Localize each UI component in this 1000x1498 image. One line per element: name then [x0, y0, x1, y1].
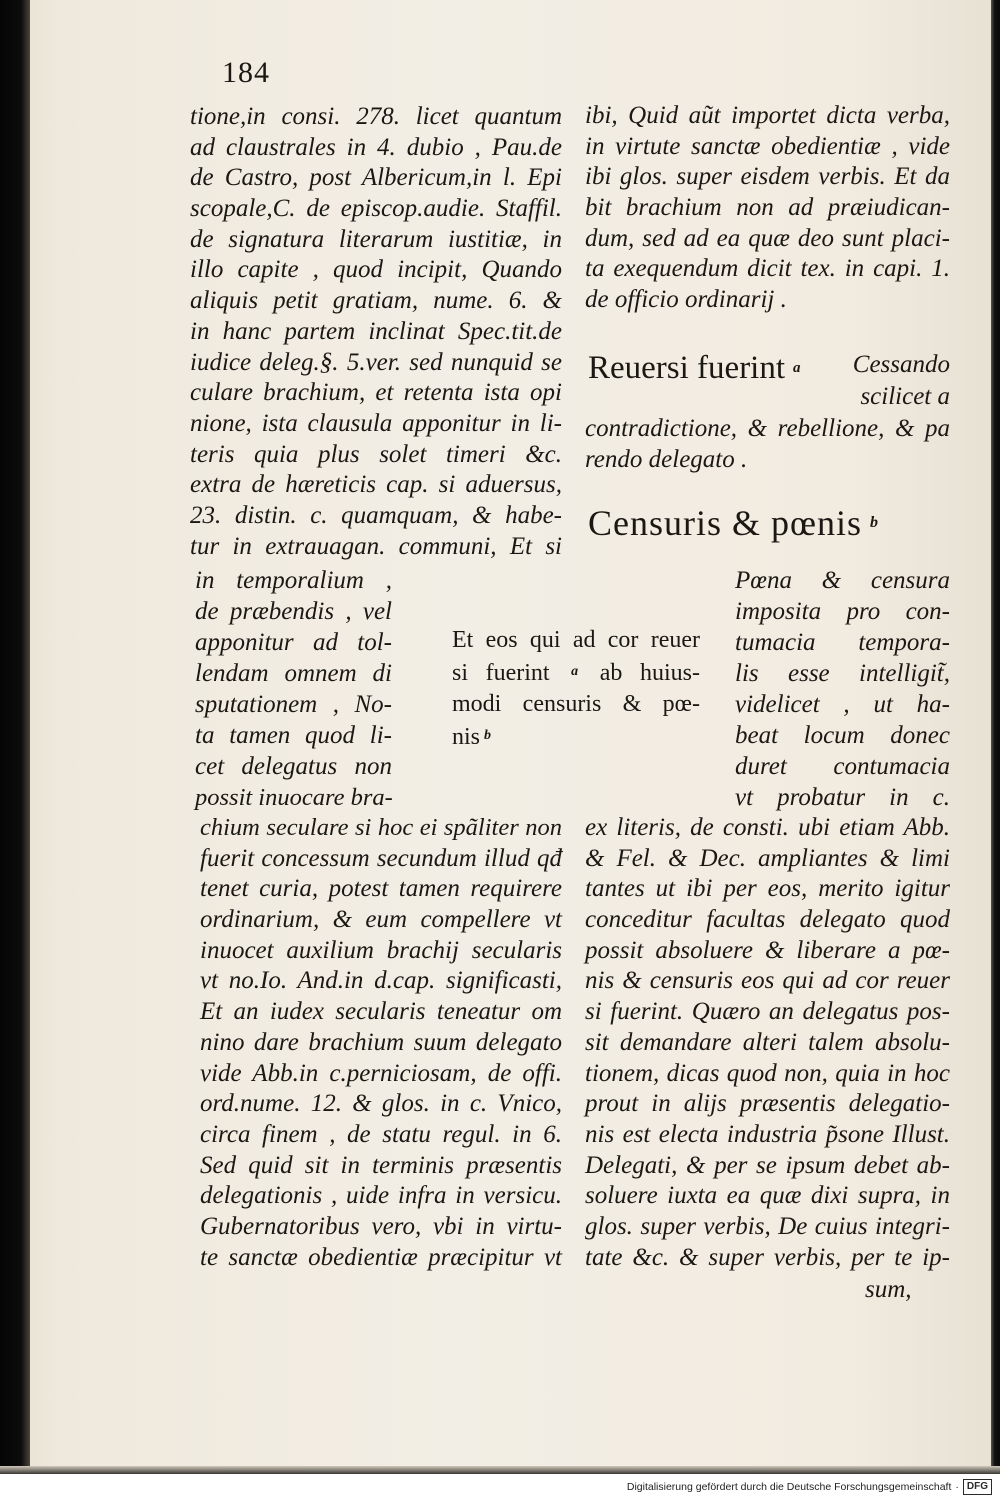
- footer-credit: Digitalisierung gefördert durch die Deutsche Forschungsgemeinschaft: [626, 1480, 952, 1493]
- footer-credit-row: [627, 1478, 992, 1495]
- text-line: si fuerint. Quæro an delegatus pos-: [585, 998, 950, 1026]
- text-line: vt no.Io. And.in d.cap. significasti,: [200, 967, 562, 995]
- right-column-bottom: [585, 813, 950, 1273]
- note-mark: a: [793, 360, 801, 376]
- text-line: modi censuris & pœ-: [452, 691, 700, 717]
- text-line: 23. distin. c. quamquam, & habe-: [190, 501, 562, 529]
- text-line: chium seculare si hoc ei spãliter non: [200, 814, 562, 841]
- text-line: in temporalium ,: [195, 567, 392, 594]
- text-line: nino dare brachium suum delegato: [200, 1028, 562, 1056]
- text-line: extra de hæreticis cap. si aduersus,: [190, 471, 562, 499]
- text-line: Et eos qui ad cor reuer: [452, 627, 700, 653]
- text-line: & Fel. & Dec. ampliantes & limi: [585, 844, 950, 872]
- heading-text: Reuersi fuerint: [588, 350, 786, 386]
- text-line: nis est electa industria p̃sone Illust.: [585, 1120, 950, 1148]
- text-fragment: nis: [452, 724, 481, 750]
- text-line: Delegati, & per se ipsum debet ab-: [585, 1151, 950, 1179]
- text-line: cet delegatus non: [195, 753, 392, 780]
- primary-text-block: [452, 624, 700, 752]
- text-line: ex literis, de consti. ubi etiam Abb.: [585, 814, 950, 841]
- right-column-gloss: [585, 414, 950, 475]
- gloss-line: scilicet a: [860, 383, 950, 410]
- text-line: Et an iudex secularis teneatur om: [200, 998, 562, 1026]
- text-line: ord.nume. 12. & glos. in c. Vnico,: [200, 1090, 562, 1118]
- text-line: inuocet auxilium brachij secularis: [200, 936, 562, 964]
- text-line: possit inuocare bra-: [195, 784, 393, 811]
- text-line: in hanc partem inclinat Spec.tit.de: [190, 317, 562, 345]
- text-line: dum, sed ad ea quæ deo sunt placi-: [585, 224, 950, 252]
- text-line: de signatura literarum iustitiæ, in: [190, 225, 562, 253]
- text-line: delegationis , uide infra in versicu.: [200, 1182, 562, 1210]
- text-line: videlicet , ut ha-: [735, 691, 950, 718]
- text-line: tenet curia, potest tamen requirere: [200, 875, 562, 903]
- text-line: imposita pro con-: [735, 598, 950, 625]
- text-line: in virtute sanctæ obedientiæ , vide: [585, 132, 950, 160]
- section-heading-censuris: [588, 503, 879, 543]
- text-line: culare brachium, et retenta ista opi: [190, 379, 562, 407]
- text-line: sit demandare alteri talem absolu-: [585, 1028, 950, 1056]
- text-line: contradictione, & rebellione, & pa: [585, 415, 950, 442]
- footer-separator: ·: [955, 1480, 959, 1493]
- text-line: tione,in consi. 278. licet quantum: [190, 103, 562, 130]
- text-line: rendo delegato .: [585, 445, 748, 473]
- text-line: Sed quid sit in terminis præsentis: [200, 1151, 562, 1179]
- text-line: [452, 656, 700, 688]
- text-line: conceditur facultas delegato quod: [585, 906, 950, 934]
- left-column-narrow: [195, 565, 392, 813]
- text-line: lendam omnem di: [195, 660, 392, 687]
- text-line: Pœna & censura: [735, 567, 950, 594]
- scan-edge-right: [991, 0, 1000, 1474]
- text-line: vide Abb.in c.perniciosam, de offi.: [200, 1059, 562, 1087]
- text-line: nione, ista clausula apponitur in li-: [190, 409, 562, 437]
- text-fragment: si fuerint: [452, 660, 550, 686]
- text-line: tumacia tempora-: [735, 629, 950, 656]
- text-line: bit brachium non ad præiudican-: [585, 194, 950, 222]
- footer: [0, 1474, 1000, 1498]
- note-mark: a: [571, 664, 579, 679]
- text-line: de præbendis , vel: [195, 598, 392, 625]
- scan-edge-bottom: [0, 1466, 1000, 1474]
- text-line: apponitur ad tol-: [195, 629, 392, 656]
- text-line: circa finem , de statu regul. in 6.: [200, 1120, 562, 1148]
- page-number: 184: [222, 56, 270, 89]
- text-line: nis & censuris eos qui ad cor reuer: [585, 967, 950, 995]
- text-line: tionem, dicas quod non, quia in hoc: [585, 1059, 950, 1087]
- text-line: possit absoluere & liberare a pœ-: [585, 936, 950, 964]
- text-line: duret contumacia: [735, 753, 950, 780]
- text-line: de officio ordinarij .: [585, 286, 787, 314]
- note-mark: b: [870, 514, 880, 531]
- text-line: iudice deleg.§. 5.ver. sed nunquid se: [190, 348, 562, 376]
- text-line: tantes ut ibi per eos, merito igitur: [585, 875, 950, 903]
- right-column-narrow: [735, 565, 950, 813]
- left-column-bottom: [200, 813, 562, 1273]
- text-line: illo capite , quod incipit, Quando: [190, 256, 562, 284]
- text-line: tur in extrauagan. communi, Et si: [190, 532, 562, 560]
- text-line: beat locum donec: [735, 722, 950, 749]
- text-line: te sanctæ obedientiæ præcipitur vt: [200, 1243, 562, 1271]
- note-mark: b: [484, 728, 492, 743]
- right-column-top: [585, 101, 950, 316]
- scan-edge-left: [0, 0, 30, 1474]
- text-line: soluere iuxta ea quæ dixi supra, in: [585, 1182, 950, 1210]
- text-line: scopale,C. de episcop.audie. Staffil.: [190, 195, 562, 223]
- text-line: lis esse intelligit̃,: [735, 660, 950, 687]
- text-line: Gubernatoribus vero, vbi in virtu-: [200, 1212, 562, 1240]
- text-line: ta tamen quod li-: [195, 722, 392, 749]
- text-line: de Castro, post Albericum,in l. Epi: [190, 164, 562, 192]
- text-line: tate &c. & super verbis, per te ip-: [585, 1243, 950, 1271]
- text-line: fuerit concessum secundum illud qđ: [200, 844, 562, 872]
- text-line: ad claustrales in 4. dubio , Pau.de: [190, 133, 562, 161]
- text-line: ibi glos. super eisdem verbis. Et da: [585, 163, 950, 191]
- text-fragment: ab huius-: [599, 660, 701, 686]
- text-line: aliquis petit gratiam, nume. 6. &: [190, 287, 562, 315]
- text-line: sputationem , No-: [195, 691, 392, 718]
- text-line: [452, 720, 700, 752]
- left-column-top: [190, 102, 562, 562]
- text-line: ordinarium, & eum compellere vt: [200, 906, 562, 934]
- heading-text: Censuris & pœnis: [588, 503, 863, 543]
- gloss-line: Cessando: [852, 351, 950, 378]
- text-line: prout in alijs præsentis delegatio-: [585, 1090, 950, 1118]
- text-line: teris quia plus solet timeri &c.: [190, 440, 562, 468]
- text-line: vt probatur in c.: [735, 784, 950, 811]
- text-line: glos. super verbis, De cuius integri-: [585, 1212, 950, 1240]
- text-line: ibi, Quid aũt importet dicta verba,: [585, 102, 950, 129]
- dfg-logo: DFG: [963, 1479, 992, 1495]
- text-line: sum,: [865, 1276, 912, 1303]
- text-line: ta exequendum dicit tex. in capi. 1.: [585, 255, 950, 283]
- section-heading-reuersi: [588, 348, 801, 388]
